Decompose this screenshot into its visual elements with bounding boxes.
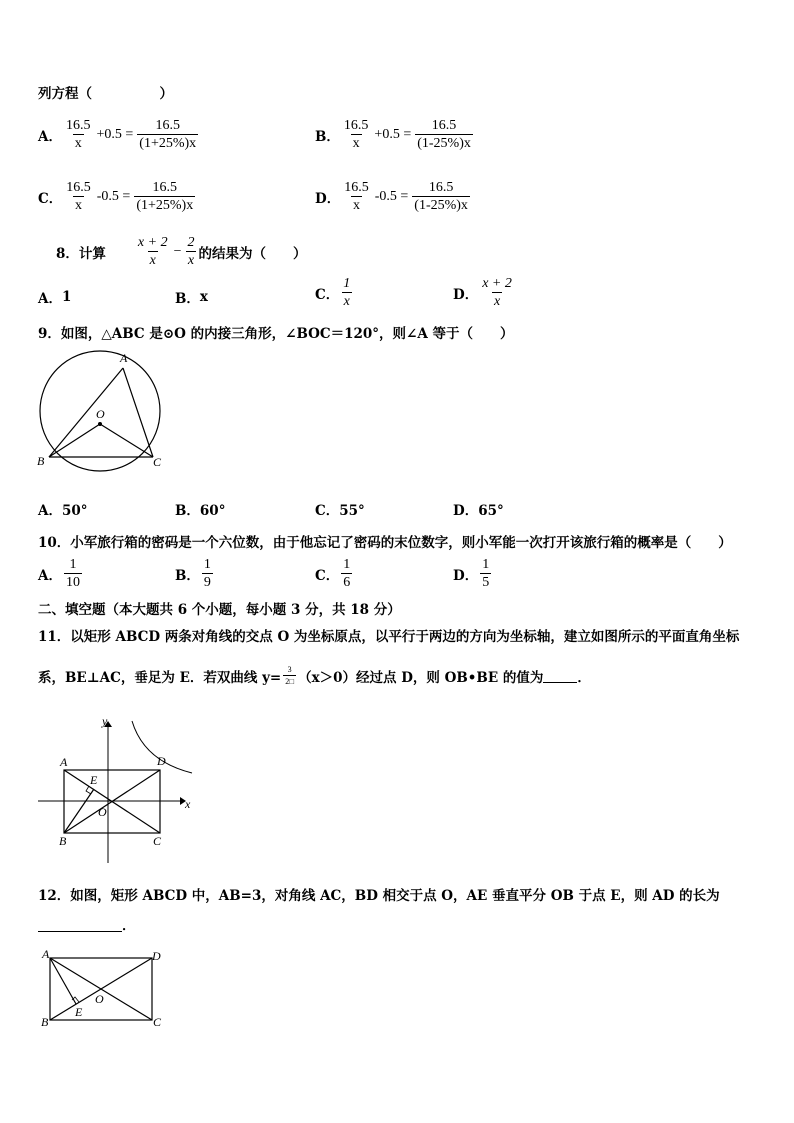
q11-line1: 11．以矩形 ABCD 两条对角线的交点 O 为坐标原点，以平行于两边的方向为坐标轴，建立如图所示的平面直角坐标 xyxy=(38,629,740,645)
left-fraction: $\frac{16.5}{x}$ xyxy=(65,118,91,151)
operator: +0.5 = xyxy=(96,126,134,142)
right-fraction: $\frac{16.5}{(1+25\%)x}$ xyxy=(139,118,197,151)
q7-option-b[interactable] xyxy=(315,118,475,151)
question-text-end: 的结果为（ ） xyxy=(198,245,307,262)
right-fraction: $\frac{16.5}{(1+25\%)x}$ xyxy=(136,180,194,213)
q10-question: 10．小军旅行箱的密码是一个六位数，由于他忘记了密码的末位数字，则小军能一次打开该旅行箱的概率是（ ） xyxy=(38,535,732,551)
label-o: O xyxy=(95,992,104,1006)
option-label: D． xyxy=(453,567,479,584)
right-fraction: $\frac{16.5}{(1-25\%)x}$ xyxy=(417,118,471,151)
operator: +0.5 = xyxy=(374,126,412,142)
option-label: D． xyxy=(453,286,479,303)
q10-option-b[interactable] xyxy=(175,557,215,590)
fraction: $\frac{1}{6}$ xyxy=(343,557,351,590)
label-y: y xyxy=(102,715,108,728)
q10-option-d[interactable] xyxy=(453,557,493,590)
label-b: B xyxy=(41,1015,49,1029)
option-value: 1 xyxy=(61,289,72,305)
label-c: C xyxy=(153,455,162,469)
label-d: D xyxy=(157,754,166,768)
fraction: $\frac{1}{9}$ xyxy=(203,557,211,590)
fraction: $\frac{1}{x}$ xyxy=(343,276,351,309)
label-o: O xyxy=(96,407,105,421)
q11-coordinate-figure xyxy=(34,715,199,867)
q12-line1: 12．如图，矩形 ABCD 中，AB=3，对角线 AC，BD 相交于点 O，AE 垂直平分 OB 于点 E，则 AD 的长为 xyxy=(38,888,720,904)
option-label: B． xyxy=(315,128,340,145)
segment-ae xyxy=(50,958,76,1004)
q9-question: 9．如图，△ABC 是⊙O 的内接三角形，∠BOC＝120°，则∠A 等于（ ） xyxy=(38,326,514,342)
fraction: $\frac{1}{10}$ xyxy=(65,557,80,590)
fraction: $\frac{2}{x}$ xyxy=(187,235,195,268)
q7-option-c[interactable] xyxy=(38,180,197,213)
option-label: C． xyxy=(38,190,63,207)
label-a: A xyxy=(120,351,128,365)
option-label: D． xyxy=(315,190,341,207)
radius-oc xyxy=(100,424,153,457)
q9-option-d[interactable]: D．65° xyxy=(453,503,504,519)
q8-option-c[interactable] xyxy=(315,276,354,309)
segment-be xyxy=(64,789,94,833)
q9-option-b[interactable]: B．60° xyxy=(175,503,226,519)
q10-option-c[interactable] xyxy=(315,557,354,590)
small-fraction: $\frac{3}{2□}$ xyxy=(285,665,295,686)
q7-option-d[interactable] xyxy=(315,180,472,213)
q12-period: ． xyxy=(122,918,136,934)
operator: -0.5 = xyxy=(374,188,409,204)
label-b: B xyxy=(59,834,67,848)
option-value: x xyxy=(199,289,208,305)
left-fraction: $\frac{16.5}{x}$ xyxy=(66,180,91,213)
fraction: $\frac{x + 2}{x}$ xyxy=(137,235,168,268)
answer-blank[interactable] xyxy=(543,668,577,683)
q12-line2 xyxy=(38,914,136,934)
side-ac xyxy=(123,368,153,457)
operator: -0.5 = xyxy=(96,188,131,204)
label-a: A xyxy=(42,948,50,961)
option-label: A． xyxy=(38,291,62,307)
option-label: B． xyxy=(175,291,200,307)
label-c: C xyxy=(153,834,162,848)
label-b: B xyxy=(37,454,45,468)
section-heading: 二、填空题（本大题共 6 个小题，每小题 3 分，共 18 分） xyxy=(38,602,401,618)
right-fraction: $\frac{16.5}{(1-25\%)x}$ xyxy=(414,180,468,213)
q8-option-b[interactable] xyxy=(175,287,208,307)
label-d: D xyxy=(152,949,161,963)
q9-option-a[interactable]: A．50° xyxy=(38,503,88,519)
q11-line2 xyxy=(38,665,591,686)
operator: − xyxy=(173,243,182,259)
radius-ob xyxy=(49,424,100,457)
q12-rectangle-figure xyxy=(38,948,168,1030)
fraction: $\frac{x + 2}{x}$ xyxy=(482,276,512,309)
label-e: E xyxy=(75,1005,83,1019)
q8-option-a[interactable] xyxy=(38,287,71,307)
option-label: C． xyxy=(315,567,340,584)
q11-text-a: 系，BE⊥AC，垂足为 E．若双曲线 y= xyxy=(38,669,282,686)
answer-blank[interactable] xyxy=(38,917,122,932)
label-x: x xyxy=(185,797,191,811)
q7-option-a[interactable] xyxy=(38,118,200,151)
center-point xyxy=(98,422,102,426)
question-text: 8．计算 xyxy=(56,245,106,262)
equation-prompt: 列方程（ ） xyxy=(38,86,173,102)
q8-question xyxy=(56,235,306,268)
q11-text-b: （x＞0）经过点 D，则 OB•BE 的值为 xyxy=(298,669,544,686)
option-label: A． xyxy=(38,567,62,584)
q8-option-d[interactable] xyxy=(453,276,516,309)
q9-circle-figure xyxy=(34,348,169,473)
left-fraction: $\frac{16.5}{x}$ xyxy=(344,180,369,213)
option-label: A． xyxy=(38,128,62,145)
label-o: O xyxy=(98,805,107,819)
fraction: $\frac{1}{5}$ xyxy=(482,557,490,590)
side-ab xyxy=(49,368,123,457)
q11-period: ． xyxy=(577,669,591,686)
q9-option-c[interactable]: C．55° xyxy=(315,503,365,519)
option-label: B． xyxy=(175,567,200,584)
label-c: C xyxy=(153,1015,162,1029)
label-a: A xyxy=(60,755,68,769)
q10-option-a[interactable] xyxy=(38,557,84,590)
option-label: C． xyxy=(315,286,340,303)
left-fraction: $\frac{16.5}{x}$ xyxy=(343,118,369,151)
label-e: E xyxy=(90,773,98,787)
